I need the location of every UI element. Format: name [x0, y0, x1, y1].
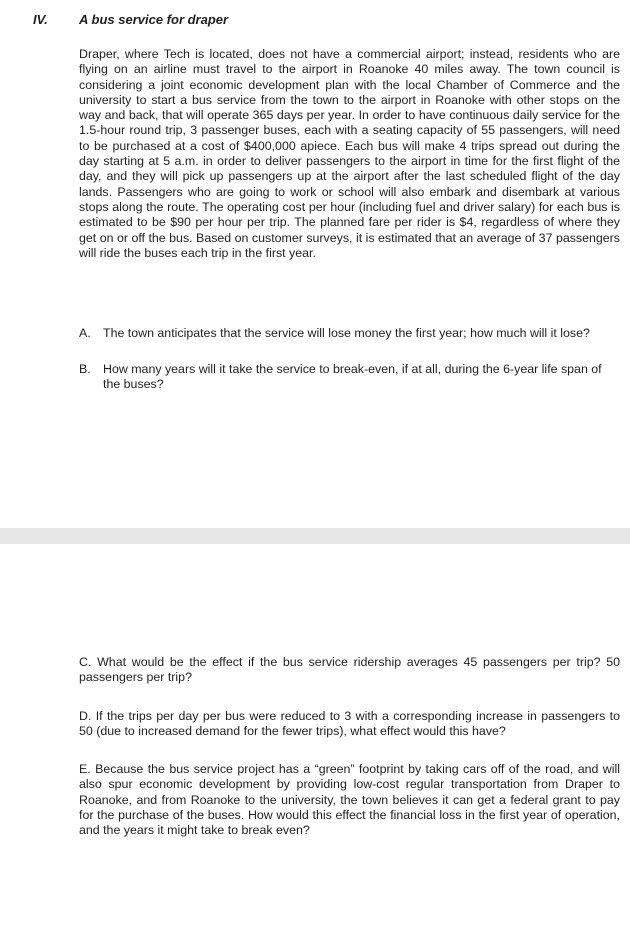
question-c: C. What would be the effect if the bus service ridership averages 45 passengers per trip? 50 passengers per trip? — [79, 655, 620, 685]
question-a — [79, 326, 620, 341]
intro-paragraph: Draper, where Tech is located, does not have a commercial airport; instead, residents who are flying on an airline must travel to the airport in Roanoke 40 miles away. The town council is considering a joint economic development plan with the local Chamber of Commerce and the university to start a bus service from the town to the airport in Roanoke with other stops on the way and back, that will operate 365 days per year. In order to have continuous daily service for the 1.5-hour round trip, 3 passenger buses, each with a seating capacity of 55 passengers, will need to be purchased at a cost of $400,000 apiece. Each bus will make 4 trips spread out during the day starting at 5 a.m. in order to deliver passengers to the airport in time for the first flight of the day, and they will pick up passengers up at the airport after the last scheduled flight of the day lands. Passengers who are going to work or school will also embark and disembark at various stops along the route. The operating cost per hour (including fuel and driver salary) for each bus is estimated to be $90 per hour per trip. The planned fare per rider is $4, regardless of where they get on or off the bus. Based on customer surveys, it is estimated that an average of 37 passengers will ride the buses each trip in the first year. — [79, 47, 620, 260]
question-label: B. — [79, 362, 91, 376]
section-number: IV. — [33, 12, 48, 27]
question-text: How many years will it take the service to break-even, if at all, during the 6-year life span of the buses? — [103, 362, 602, 392]
question-e: E. Because the bus service project has a “green” footprint by taking cars off of the road, and will also spur economic development by providing low-cost regular transportation from Draper to Roanoke, and from Roanoke to the university, the town believes it can get a federal grant to pay for the purchase of the buses. How would this effect the financial loss in the first year of operation, and the years it might take to break even? — [79, 762, 620, 838]
question-b — [79, 362, 620, 393]
question-label: A. — [79, 326, 91, 340]
question-text: The town anticipates that the service will lose money the first year; how much will it lose? — [103, 326, 590, 340]
page-2 — [0, 544, 630, 925]
section-title: A bus service for draper — [79, 12, 229, 27]
question-d: D. If the trips per day per bus were reduced to 3 with a corresponding increase in passengers to 50 (due to increased demand for the fewer trips), what effect would this have? — [79, 709, 620, 739]
page-break — [0, 528, 630, 544]
